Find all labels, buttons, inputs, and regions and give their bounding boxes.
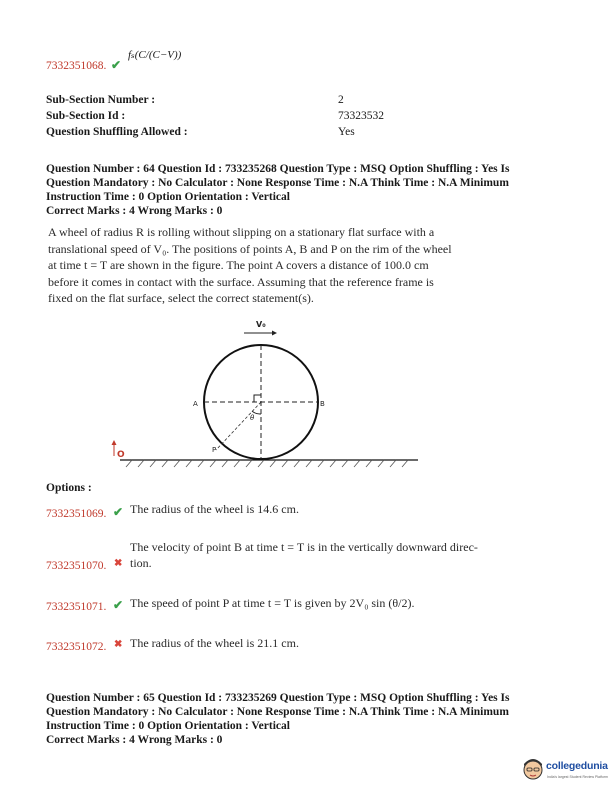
options-label: Options :: [46, 482, 92, 494]
q64-marks: Correct Marks : 4 Wrong Marks : 0: [46, 205, 223, 217]
cross-icon: ✖: [114, 558, 123, 569]
angle-label: θ: [250, 414, 255, 422]
option-text: The speed of point P at time t = T is given by 2V₀ sin (θ/2).: [130, 596, 415, 610]
subsection-id-value: 73323532: [338, 110, 384, 122]
q65-header: [46, 691, 566, 747]
q64-text-line: fixed on the flat surface, select the correct statement(s).: [48, 291, 314, 305]
question-shuffling-label: Question Shuffling Allowed :: [46, 126, 188, 138]
q64-header-line3: Instruction Time : 0 Option Orientation : Vertical: [46, 191, 290, 203]
point-b-label: B: [320, 400, 325, 408]
right-angle-marker: [254, 395, 261, 402]
check-icon: ✔: [111, 58, 122, 72]
cross-icon: ✖: [114, 639, 123, 650]
wheel-figure: [100, 310, 430, 485]
option-text: The radius of the wheel is 21.1 cm.: [130, 636, 299, 650]
velocity-arrow-head: [272, 331, 277, 336]
brand-logo: [521, 754, 609, 786]
origin-label: O: [117, 450, 125, 460]
option-text-continued: tion.: [130, 556, 152, 570]
q64-question-text: [48, 224, 506, 307]
q64-text-line: translational speed of V₀. The positions of points A, B and P on the rim of the wheel: [48, 241, 452, 256]
q64-text-line: before it comes in contact with the surface. Assuming that the reference frame is: [48, 274, 434, 289]
check-icon: ✔: [113, 598, 124, 612]
prev-option-id: 7332351068.: [46, 60, 107, 72]
point-p-label: P: [212, 446, 217, 454]
q65-header-line1: Question Number : 65 Question Id : 733235269 Question Type : MSQ Option Shuffling : Yes Is: [46, 692, 510, 704]
option-id: 7332351070.: [46, 560, 107, 572]
q64-header-line1: Question Number : 64 Question Id : 733235268 Question Type : MSQ Option Shuffling : Yes Is: [46, 163, 510, 175]
brand-tagline: India's largest Student Review Platform: [547, 775, 608, 779]
option-id: 7332351072.: [46, 641, 107, 653]
q65-marks: Correct Marks : 4 Wrong Marks : 0: [46, 734, 223, 746]
brand-name: collegedunia: [546, 760, 608, 772]
q64-text-line: A wheel of radius R is rolling without slipping on a stationary flat surface with a: [48, 225, 435, 239]
q65-header-line3: Instruction Time : 0 Option Orientation : Vertical: [46, 720, 290, 732]
subsection-number-label: Sub-Section Number :: [46, 94, 156, 106]
logo-mascot-icon: [521, 756, 545, 782]
q65-header-line2: Question Mandatory : No Calculator : None Response Time : N.A Think Time : N.A Minimum: [46, 706, 509, 718]
q64-text-line: at time t = T are shown in the figure. The point A covers a distance of 100.0 cm: [48, 258, 429, 272]
q64-header-line2: Question Mandatory : No Calculator : None Response Time : N.A Think Time : N.A Minimum: [46, 177, 509, 189]
check-icon: ✔: [113, 505, 124, 519]
point-a-label: A: [193, 400, 198, 408]
origin-axis-head: [112, 440, 117, 445]
q64-header: [46, 162, 566, 218]
subsection-number-value: 2: [338, 94, 344, 106]
option-id: 7332351071.: [46, 601, 107, 613]
option-text: The radius of the wheel is 14.6 cm.: [130, 502, 299, 516]
option-id: 7332351069.: [46, 508, 107, 520]
radius-to-p: [216, 402, 261, 450]
prev-option-formula: fₛ(C/(C−V)): [128, 49, 182, 61]
option-text: The velocity of point B at time t = T is in the vertically downward direc-: [130, 540, 478, 554]
ground-hatching: [126, 460, 408, 467]
question-shuffling-value: Yes: [338, 126, 355, 138]
velocity-label: V₀: [256, 320, 266, 329]
subsection-id-label: Sub-Section Id :: [46, 110, 126, 122]
